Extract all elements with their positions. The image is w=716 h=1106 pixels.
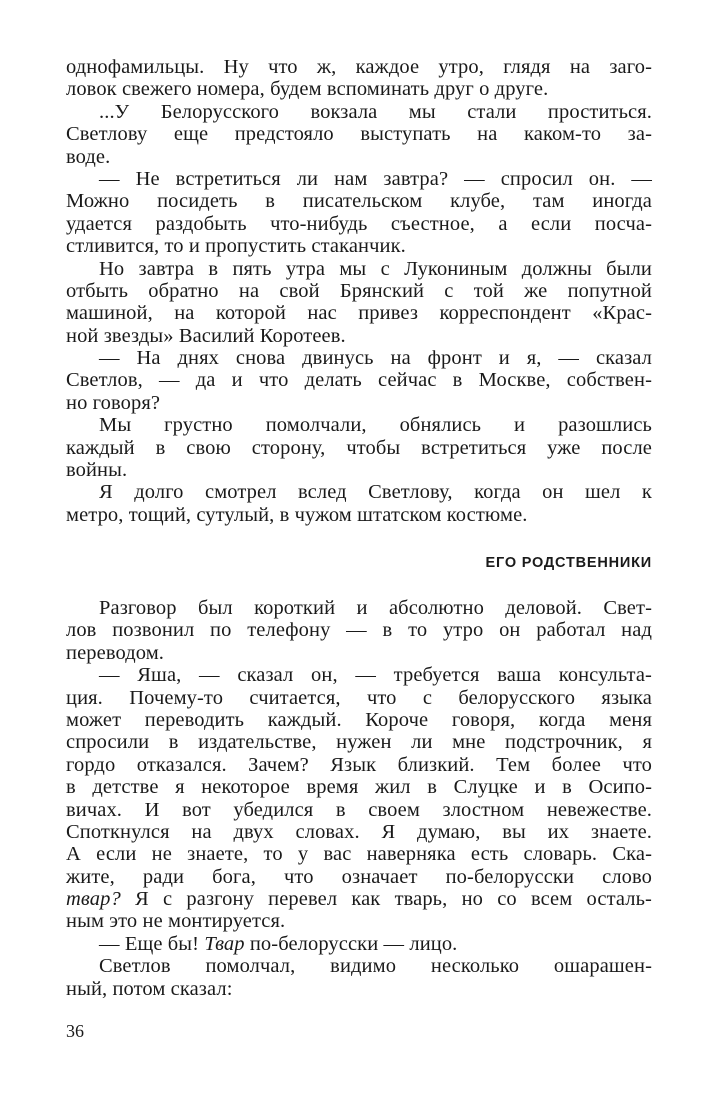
text-line: твар? Я с разгону перевел как тварь, но со всем осталь-	[66, 888, 652, 911]
section-heading: ЕГО РОДСТВЕННИКИ	[485, 555, 652, 571]
text-line: — Не встретиться ли нам завтра? — спросил он. —	[99, 167, 652, 190]
text-line: вичах. И вот убедился в своем злостном невежестве.	[66, 798, 652, 821]
text-line: ловок свежего номера, будем вспоминать друг о друге.	[66, 78, 549, 101]
text-line: ным это не монтируется.	[66, 910, 286, 933]
text-line: жите, ради бога, что означает по-белорусски слово	[66, 865, 652, 888]
text-line: — На днях снова двинусь на фронт и я, — сказал	[99, 347, 652, 370]
text-line: Разговор был короткий и абсолютно деловой. Свет-	[99, 597, 652, 619]
text-line: ной звезды» Василий Коротеев.	[66, 324, 346, 347]
text-line: может переводить каждый. Короче говоря, когда меня	[66, 708, 652, 731]
text-line: Я долго смотрел вслед Светлову, когда он шел к	[99, 481, 652, 504]
text-line: Светлов, — да и что делать сейчас в Москве, собствен-	[66, 369, 652, 392]
text-line: отбыть обратно на свой Брянский с той же попутной	[66, 279, 652, 302]
italic-word: твар?	[66, 888, 121, 911]
text-line: но говоря?	[66, 391, 161, 414]
text-line: войны.	[66, 459, 128, 482]
text-line: гордо отказался. Зачем? Язык близкий. Тем более что	[66, 753, 652, 776]
text-line: ...У Белорусского вокзала мы стали проститься.	[99, 100, 652, 123]
text-block-bottom	[66, 597, 652, 1000]
text-line: каждый в свою сторону, чтобы встретиться уже после	[66, 436, 652, 459]
text-line: метро, тощий, сутулый, в чужом штатском костюме.	[66, 503, 528, 526]
text-line: лов позвонил по телефону — в то утро он работал над	[66, 619, 652, 642]
text-block-top	[66, 56, 652, 526]
text-line: — Еще бы! Твар по-белорусски — лицо.	[99, 932, 458, 955]
text-line: А если не знаете, то у вас наверняка есть словарь. Ска-	[66, 843, 652, 866]
page-number: 36	[66, 1021, 84, 1041]
text-line: воде.	[66, 145, 111, 168]
text-line: переводом.	[66, 641, 165, 664]
text-line: стливится, то и пропустить стаканчик.	[66, 235, 406, 258]
text-line: ция. Почему-то считается, что с белорусского языка	[66, 686, 652, 709]
text-line: в детстве я некоторое время жил в Слуцке и в Осипо-	[66, 776, 652, 799]
text-line: — Яша, — сказал он, — требуется ваша консульта-	[99, 664, 652, 687]
text-line: Но завтра в пять утра мы с Лукониным должны были	[99, 257, 652, 280]
text-line: Споткнулся на двух словах. Я думаю, вы их знаете.	[66, 820, 652, 843]
text-line: удается раздобыть что-нибудь съестное, а если посча-	[66, 212, 652, 235]
text-line: однофамильцы. Ну что ж, каждое утро, глядя на заго-	[66, 56, 652, 78]
text-line: машиной, на которой нас привез корреспондент «Крас-	[66, 302, 652, 325]
text-line: Можно посидеть в писательском клубе, там иногда	[66, 190, 652, 213]
text-line: Мы грустно помолчали, обнялись и разошлись	[99, 414, 652, 437]
text-line: Светлову еще предстояло выступать на каком-то за-	[66, 123, 652, 146]
text-line: Светлов помолчал, видимо несколько ошарашен-	[99, 955, 652, 978]
text-line: спросили в издательстве, нужен ли мне подстрочник, я	[66, 731, 652, 754]
text-line: ный, потом сказал:	[66, 977, 233, 1000]
italic-word: Твар	[204, 932, 245, 955]
